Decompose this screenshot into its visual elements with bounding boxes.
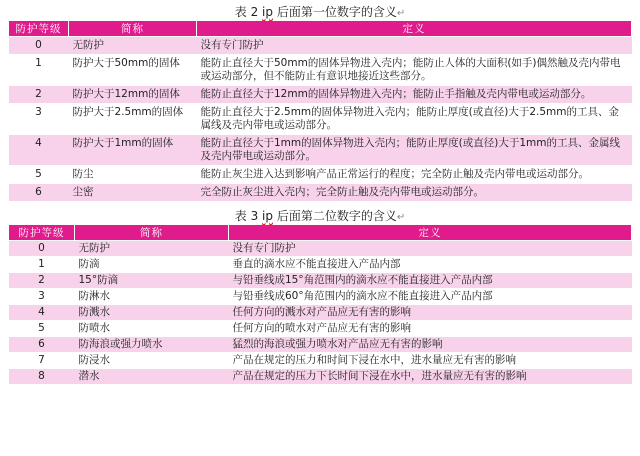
table1-caption [0,4,640,20]
table-row [9,321,632,337]
definition-cell: 没有专门防护 [229,241,632,257]
name-cell: 无防护 [75,241,229,257]
definition-cell: 完全防止灰尘进入壳内；完全防止触及壳内带电或运动部分。 [197,184,632,202]
level-cell: 4 [9,305,75,321]
definition-cell: 能防止直径大于12mm的固体异物进入壳内；能防止手指触及壳内带电或运动部分。 [197,86,632,104]
table2-header-row [9,225,632,241]
table1-first-digit-meaning [8,20,632,202]
definition-cell: 能防止直径大于50mm的固体异物进入壳内；能防止人体的大面积(如手)偶然触及壳内带电或运动部分，但不能防止有意识地接近这些部分。 [197,55,632,86]
table-row [9,305,632,321]
definition-cell: 产品在规定的压力下长时间下浸在水中，进水量应无有害的影响 [229,369,632,385]
table1-caption-prefix: 表 2 [234,5,263,19]
table-row [9,55,632,86]
table2-header-name: 简称 [75,225,229,241]
level-cell: 0 [9,241,75,257]
level-cell: 3 [9,104,69,135]
level-cell: 4 [9,135,69,166]
table1-header-row [9,21,632,37]
table-row [9,184,632,202]
name-cell: 无防护 [69,37,197,55]
definition-cell: 能防止直径大于1mm的固体异物进入壳内；能防止厚度(或直径)大于1mm的工具、金属线及壳内带电或运动部分。 [197,135,632,166]
name-cell: 防海浪或强力喷水 [75,337,229,353]
name-cell: 防护大于50mm的固体 [69,55,197,86]
table-row [9,241,632,257]
table1-header-definition: 定义 [197,21,632,37]
level-cell: 1 [9,257,75,273]
table1-caption-ip: ip [262,5,273,19]
table-row [9,86,632,104]
table-row [9,273,632,289]
level-cell: 2 [9,273,75,289]
table-row [9,135,632,166]
table1-caption-mark: ↵ [396,8,406,19]
table-row [9,37,632,55]
table2-second-digit-meaning [8,224,632,385]
table-row [9,353,632,369]
level-cell: 0 [9,37,69,55]
name-cell: 防护大于12mm的固体 [69,86,197,104]
table-row [9,337,632,353]
table-row [9,166,632,184]
table-row [9,369,632,385]
table2-caption-suffix: 后面第二位数字的含义 [273,209,397,223]
definition-cell: 没有专门防护 [197,37,632,55]
table-row [9,104,632,135]
table1-header-name: 简称 [69,21,197,37]
definition-cell: 猛烈的海浪或强力喷水对产品应无有害的影响 [229,337,632,353]
name-cell: 防淋水 [75,289,229,305]
level-cell: 1 [9,55,69,86]
table2-caption-mark: ↵ [396,212,406,223]
name-cell: 潜水 [75,369,229,385]
table2-header-level: 防护等级 [9,225,75,241]
name-cell: 防溅水 [75,305,229,321]
definition-cell: 任何方向的喷水对产品应无有害的影响 [229,321,632,337]
table1-header-level: 防护等级 [9,21,69,37]
name-cell: 防滴 [75,257,229,273]
definition-cell: 能防止直径大于2.5mm的固体异物进入壳内；能防止厚度(或直径)大于2.5mm的工具、金属线及壳内带电或运动部分。 [197,104,632,135]
name-cell: 防浸水 [75,353,229,369]
level-cell: 5 [9,166,69,184]
name-cell: 防尘 [69,166,197,184]
definition-cell: 垂直的滴水应不能直接进入产品内部 [229,257,632,273]
table-row [9,257,632,273]
level-cell: 8 [9,369,75,385]
name-cell: 防护大于2.5mm的固体 [69,104,197,135]
table2-caption-ip: ip [262,209,273,223]
table-row [9,289,632,305]
definition-cell: 能防止灰尘进入达到影响产品正常运行的程度；完全防止触及壳内带电或运动部分。 [197,166,632,184]
name-cell: 尘密 [69,184,197,202]
level-cell: 7 [9,353,75,369]
definition-cell: 与铅垂线成15°角范围内的滴水应不能直接进入产品内部 [229,273,632,289]
level-cell: 2 [9,86,69,104]
name-cell: 防喷水 [75,321,229,337]
table2-caption [0,208,640,224]
name-cell: 防护大于1mm的固体 [69,135,197,166]
level-cell: 6 [9,184,69,202]
definition-cell: 任何方向的溅水对产品应无有害的影响 [229,305,632,321]
level-cell: 6 [9,337,75,353]
level-cell: 3 [9,289,75,305]
table1-caption-suffix: 后面第一位数字的含义 [273,5,397,19]
name-cell: 15°防滴 [75,273,229,289]
definition-cell: 产品在规定的压力和时间下浸在水中，进水量应无有害的影响 [229,353,632,369]
table2-header-definition: 定义 [229,225,632,241]
definition-cell: 与铅垂线成60°角范围内的滴水应不能直接进入产品内部 [229,289,632,305]
table2-caption-prefix: 表 3 [234,209,263,223]
level-cell: 5 [9,321,75,337]
